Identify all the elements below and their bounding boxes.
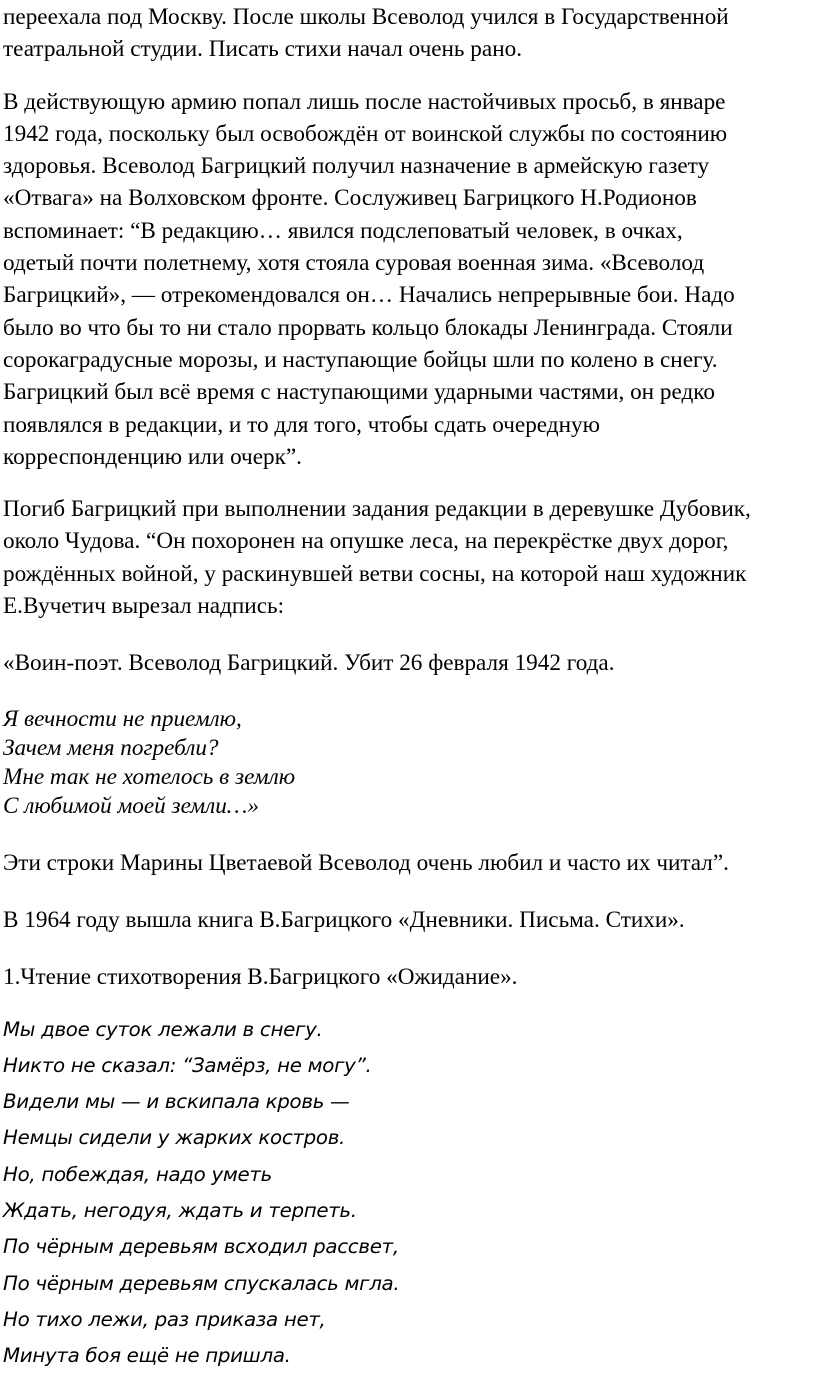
- epitaph-verse: [3, 705, 813, 821]
- poem-line: Но тихо лежи, раз приказа нет,: [3, 1307, 326, 1331]
- poem-line: Мы двое суток лежали в снегу.: [3, 1017, 323, 1041]
- paragraph-school: [3, 1, 813, 66]
- paragraph-army: [3, 86, 813, 474]
- text-line: было во что бы то ни стало прорвать кольцо блокады Ленинграда. Стояли: [3, 314, 733, 341]
- paragraph-death: [3, 493, 813, 622]
- document-page: [3, 0, 813, 1375]
- text-line: переехала под Москву. После школы Всеволод учился в Государственной: [3, 4, 729, 30]
- text-line: вспоминает: “В редакцию… явился подслеповатый человек, в очках,: [3, 217, 683, 244]
- text-line: «Воин-поэт. Всеволод Багрицкий. Убит 26 февраля 1942 года.: [3, 650, 615, 677]
- paragraph-inscription: [3, 647, 813, 679]
- text-line: сорокаградусные морозы, и наступающие бойцы шли по колено в снегу.: [3, 346, 718, 373]
- text-line: «Отвага» на Волховском фронте. Сослуживец Багрицкого Н.Родионов: [3, 185, 697, 212]
- text-line: Эти строки Марины Цветаевой Всеволод очень любил и часто их читал”.: [3, 849, 729, 876]
- poem-line: Но, побеждая, надо уметь: [3, 1162, 272, 1186]
- text-line: появлялся в редакции, и то для того, чтобы сдать очередную: [3, 411, 600, 438]
- verse-line: Мне так не хотелось в землю: [3, 763, 296, 790]
- poem-line: Никто не сказал: “Замёрз, не могу”.: [3, 1053, 372, 1077]
- text-line: Багрицкий», — отрекомендовался он… Начались непрерывные бои. Надо: [3, 282, 735, 309]
- verse-line: С любимой моей земли…»: [3, 792, 260, 819]
- poem-line: Минута боя ещё не пришла.: [3, 1344, 291, 1368]
- poem-line: Ждать, негодуя, ждать и терпеть.: [3, 1199, 357, 1223]
- text-line: Е.Вучетич вырезал надпись:: [3, 593, 285, 620]
- text-line: 1942 года, поскольку был освобождён от воинской службы по состоянию: [3, 120, 728, 147]
- poem-line: По чёрным деревьям спускалась мгла.: [3, 1271, 400, 1295]
- text-line: Погиб Багрицкий при выполнении задания редакции в деревушке Дубовик,: [3, 496, 751, 523]
- paragraph-tsvetaeva: [3, 847, 813, 879]
- text-line: театральной студии. Писать стихи начал очень рано.: [3, 36, 522, 63]
- text-line: корреспонденцию или очерк”.: [3, 443, 302, 470]
- text-line: В 1964 году вышла книга В.Багрицкого «Дневники. Письма. Стихи».: [3, 906, 685, 933]
- text-line: рождённых войной, у раскинувшей ветви сосны, на которой наш художник: [3, 560, 747, 587]
- text-line: В действующую армию попал лишь после настойчивых просьб, в январе: [3, 88, 726, 115]
- paragraph-reading-task: [3, 961, 813, 993]
- paragraph-book: [3, 904, 813, 936]
- text-line: Багрицкий был всё время с наступающими ударными частями, он редко: [3, 379, 715, 406]
- poem-ozhidanie: [3, 1012, 813, 1375]
- poem-line: По чёрным деревьям всходил рассвет,: [3, 1235, 399, 1259]
- text-line: здоровья. Всеволод Багрицкий получил назначение в армейскую газету: [3, 153, 710, 180]
- text-line: 1.Чтение стихотворения В.Багрицкого «Ожидание».: [3, 964, 518, 991]
- verse-line: Я вечности не приемлю,: [3, 705, 242, 732]
- poem-line: Видели мы — и вскипала кровь —: [3, 1090, 350, 1114]
- poem-line: Немцы сидели у жарких костров.: [3, 1126, 346, 1150]
- verse-line: Зачем меня погребли?: [3, 734, 219, 761]
- text-line: одетый почти полетнему, хотя стояла суровая военная зима. «Всеволод: [3, 250, 705, 277]
- text-line: около Чудова. “Он похоронен на опушке леса, на перекрёстке двух дорог,: [3, 528, 729, 555]
